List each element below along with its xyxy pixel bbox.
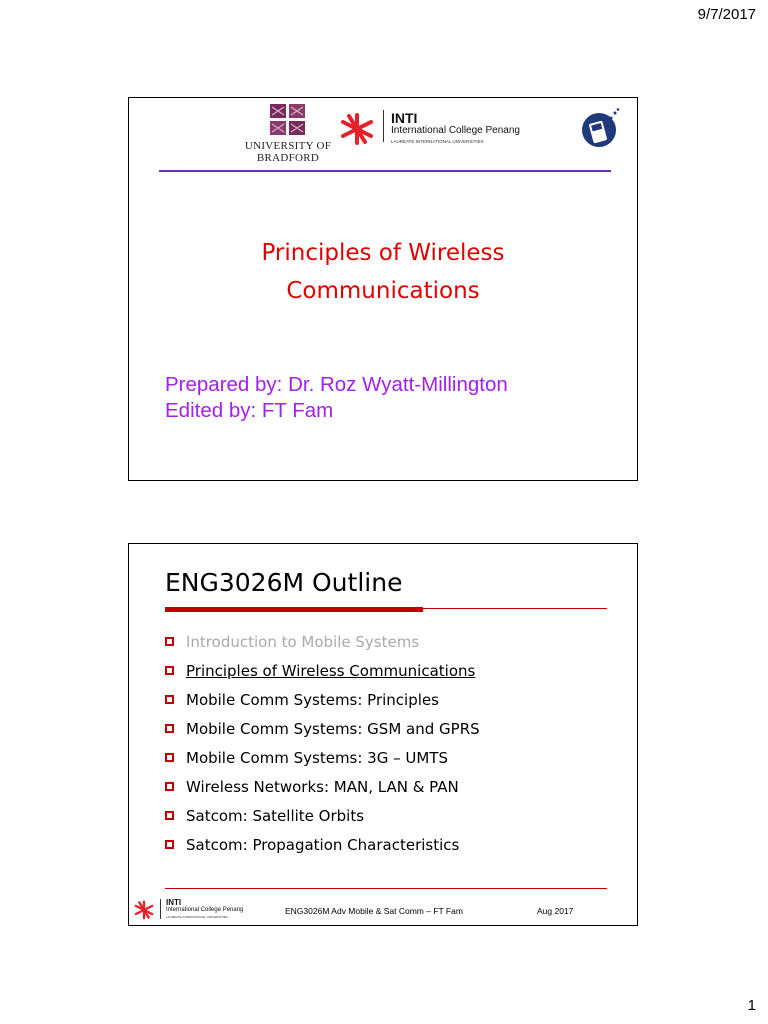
- checkbox-bullet-icon: [165, 753, 174, 762]
- outline-item-label: Satcom: Satellite Orbits: [186, 806, 365, 825]
- outline-item: [165, 714, 480, 743]
- footer-inti-title: INTI: [166, 898, 182, 907]
- inti-logo: [339, 110, 539, 150]
- outline-slide: [128, 543, 638, 926]
- outline-item-label: Mobile Comm Systems: 3G – UMTS: [186, 748, 448, 767]
- university-of-bradford-logo: [233, 104, 343, 164]
- outline-item: [165, 830, 480, 859]
- checkbox-bullet-icon: [165, 637, 174, 646]
- outline-item: [165, 656, 480, 685]
- inti-star-icon: [133, 900, 155, 920]
- checkbox-bullet-icon: [165, 840, 174, 849]
- footer-inti-tagline: LAUREATE INTERNATIONAL UNIVERSITIES: [166, 915, 228, 919]
- inti-star-icon: [339, 112, 375, 146]
- slide-title: [129, 234, 637, 310]
- footer-course: ENG3026M Adv Mobile & Sat Comm – FT Fam: [285, 906, 463, 916]
- inti-subtitle: International College Penang: [391, 125, 520, 136]
- title-slide: [128, 97, 638, 481]
- checkbox-bullet-icon: [165, 811, 174, 820]
- footer-inti-logo: [133, 898, 283, 922]
- outline-item: [165, 743, 480, 772]
- outline-item-label: Wireless Networks: MAN, LAN & PAN: [186, 777, 459, 796]
- checkbox-bullet-icon: [165, 666, 174, 675]
- outline-item: [165, 772, 480, 801]
- outline-list: [165, 627, 480, 859]
- footer-inti-subtitle: International College Penang: [166, 907, 244, 913]
- checkbox-bullet-icon: [165, 695, 174, 704]
- title-underline-thick: [165, 607, 423, 612]
- outline-title: ENG3026M Outline: [165, 568, 403, 597]
- outline-item: [165, 801, 480, 830]
- footer-date: Aug 2017: [537, 906, 574, 916]
- outline-item: [165, 627, 480, 656]
- page-date: 9/7/2017: [697, 6, 756, 23]
- footer-logo-divider: [160, 899, 161, 919]
- slide-title-line2: Communications: [286, 278, 480, 304]
- outline-item-label: Mobile Comm Systems: Principles: [186, 690, 439, 709]
- credits: [165, 372, 508, 424]
- header-divider: [159, 170, 611, 172]
- outline-item-label: Introduction to Mobile Systems: [186, 632, 420, 651]
- checkbox-bullet-icon: [165, 782, 174, 791]
- outline-item-label: Mobile Comm Systems: GSM and GPRS: [186, 719, 480, 738]
- outline-item: [165, 685, 480, 714]
- mobile-phone-icon: [581, 108, 621, 148]
- outline-item-label: Principles of Wireless Communications: [186, 661, 476, 680]
- checkbox-bullet-icon: [165, 724, 174, 733]
- bradford-name-line2: BRADFORD: [256, 152, 320, 164]
- outline-item-label: Satcom: Propagation Characteristics: [186, 835, 460, 854]
- title-underline-thin: [423, 608, 607, 609]
- edited-by: Edited by: FT Fam: [165, 399, 334, 422]
- prepared-by: Prepared by: Dr. Roz Wyatt-Millington: [165, 373, 508, 396]
- slide-title-line1: Principles of Wireless: [261, 240, 505, 266]
- inti-title: INTI: [391, 110, 418, 126]
- bradford-crest-icon: [270, 104, 306, 136]
- inti-tagline: LAUREATE INTERNATIONAL UNIVERSITIES: [391, 139, 484, 144]
- footer-divider: [165, 888, 607, 889]
- bradford-name-line1: UNIVERSITY OF: [244, 140, 332, 152]
- page-number: 1: [747, 997, 756, 1014]
- inti-divider: [383, 110, 384, 142]
